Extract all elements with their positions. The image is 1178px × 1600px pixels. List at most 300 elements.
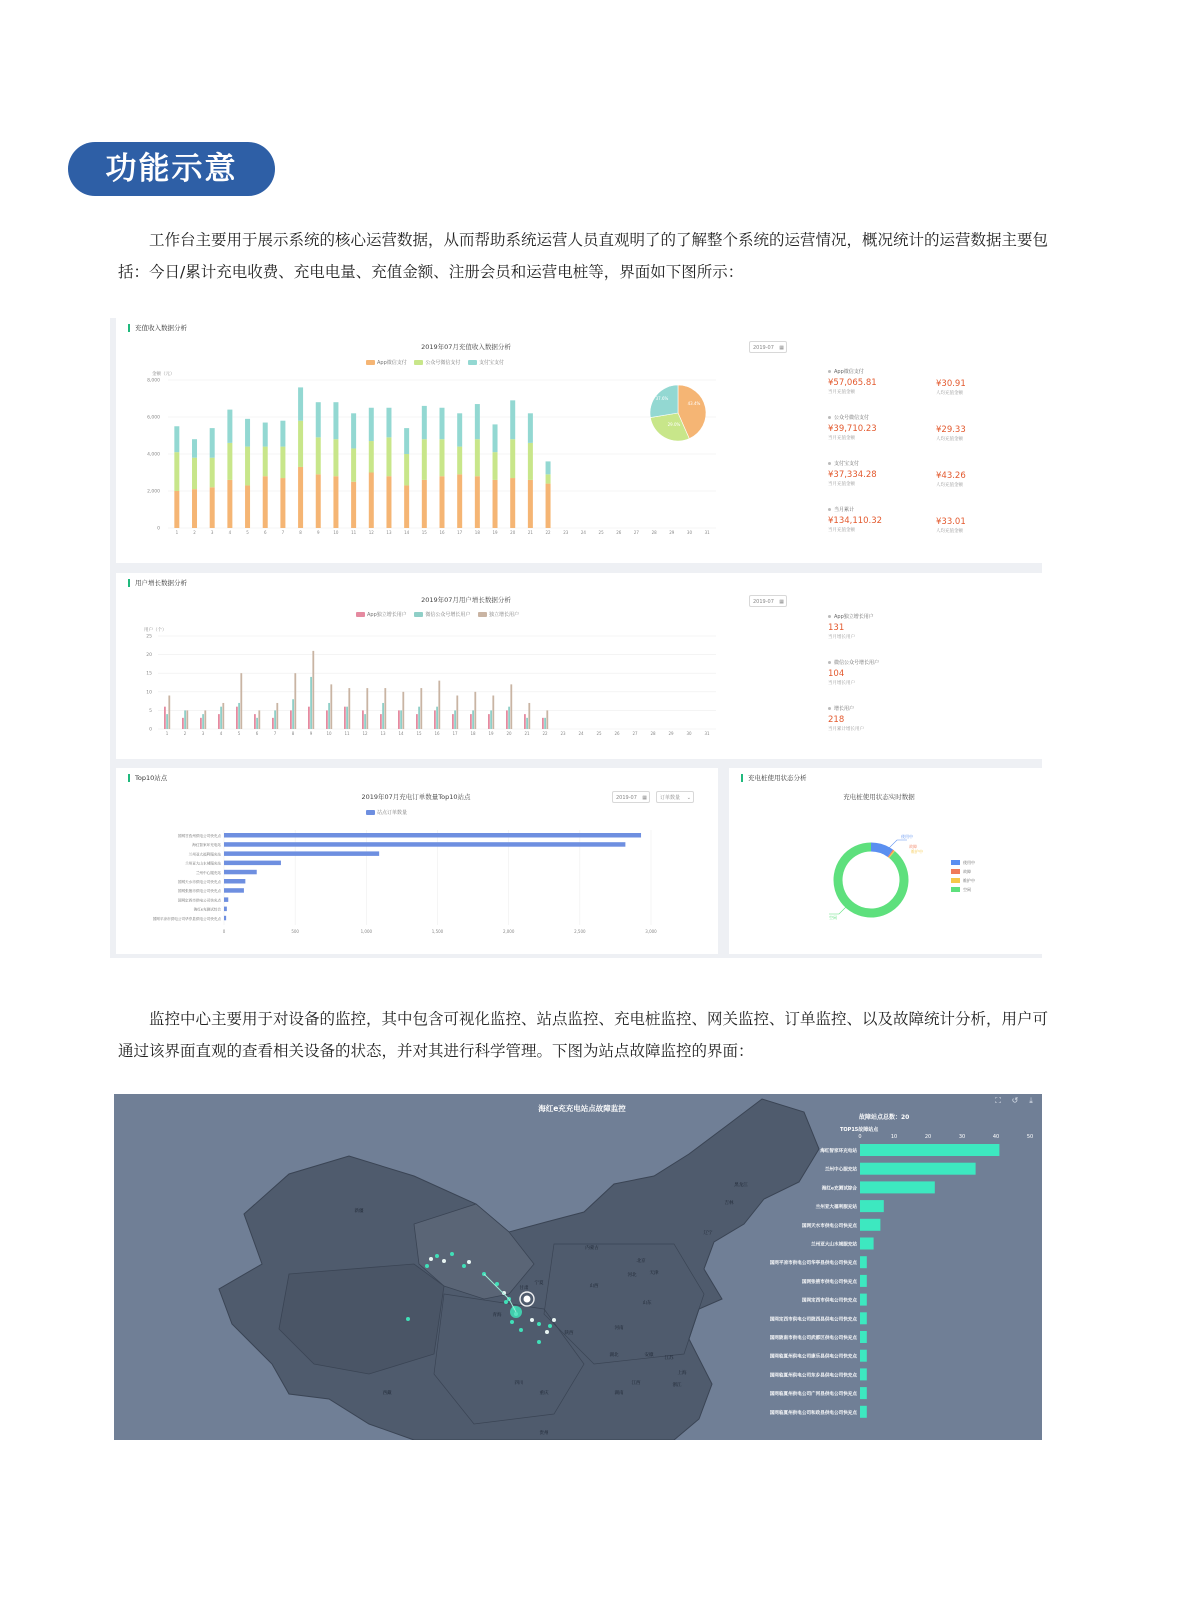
stat-sub: 当月充值金额 bbox=[828, 390, 855, 395]
recharge-bar-segment bbox=[298, 421, 303, 467]
map-bar-label: 国网平凉市供电公司华亭县供电公司快充点 bbox=[769, 1261, 857, 1267]
recharge-bar-segment bbox=[510, 478, 515, 528]
stat-avg-value: ¥43.26 bbox=[936, 471, 966, 481]
map-region-label: 四川 bbox=[514, 1381, 524, 1386]
legend-item-user-other[interactable]: 独立增长用户 bbox=[478, 611, 519, 618]
status-chart-title: 充电桩使用状态实时数据 bbox=[843, 793, 915, 801]
stat-value: 131 bbox=[828, 623, 845, 633]
users-bar bbox=[294, 673, 296, 729]
users-date-value: 2019-07 bbox=[753, 599, 774, 605]
recharge-bar-segment bbox=[546, 474, 551, 483]
users-x-tick: 10 bbox=[326, 731, 332, 736]
status-panel bbox=[729, 768, 1042, 954]
map-bar bbox=[860, 1144, 999, 1156]
users-bar bbox=[420, 688, 422, 729]
recharge-bar-segment bbox=[210, 428, 215, 458]
station-marker bbox=[462, 1264, 466, 1268]
top10-panel-title: Top10站点 bbox=[128, 774, 167, 782]
users-x-tick: 16 bbox=[434, 731, 440, 736]
status-legend-label: 维护中 bbox=[963, 878, 975, 883]
recharge-bar-segment bbox=[263, 476, 268, 528]
pie-label: 37.6% bbox=[655, 396, 669, 401]
users-bar bbox=[384, 688, 386, 729]
calendar-icon: ▦ bbox=[642, 795, 647, 801]
recharge-bar-segment bbox=[493, 480, 498, 528]
recharge-pie-slice bbox=[650, 385, 678, 418]
map-region-label: 河北 bbox=[627, 1273, 637, 1278]
top10-panel bbox=[116, 768, 718, 954]
users-bar bbox=[382, 703, 384, 729]
map-region-label: 宁夏 bbox=[534, 1281, 544, 1286]
users-bar bbox=[364, 714, 366, 729]
map-bar bbox=[860, 1219, 880, 1231]
recharge-x-tick: 29 bbox=[669, 530, 675, 535]
legend-item-alipay[interactable]: 支付宝支付 bbox=[468, 359, 504, 366]
recharge-bar-segment bbox=[351, 413, 356, 448]
users-panel-title: 用户增长数据分析 bbox=[128, 579, 187, 587]
stat-value: 218 bbox=[828, 715, 845, 725]
users-bar bbox=[238, 703, 240, 729]
top10-y-label: 兰州亚大福利服充站 bbox=[188, 852, 221, 857]
recharge-bar-segment bbox=[475, 476, 480, 528]
users-bar bbox=[312, 651, 314, 729]
status-donut-slice bbox=[891, 854, 892, 855]
top10-x-tick: 1,000 bbox=[360, 929, 373, 934]
top10-bar bbox=[224, 861, 281, 866]
top10-x-tick: 500 bbox=[291, 929, 299, 934]
users-x-tick: 8 bbox=[291, 731, 295, 736]
users-bar bbox=[488, 714, 490, 729]
recharge-y-unit: 金额（元） bbox=[152, 372, 175, 377]
users-bar bbox=[474, 692, 476, 729]
users-y-tick: 10 bbox=[146, 690, 152, 696]
users-bar bbox=[272, 718, 274, 729]
map-x-tick: 20 bbox=[924, 1134, 932, 1140]
recharge-date-picker[interactable] bbox=[749, 341, 787, 353]
users-bar bbox=[236, 707, 238, 729]
users-x-tick: 28 bbox=[650, 731, 656, 736]
recharge-bar-segment bbox=[510, 400, 515, 439]
map-bar bbox=[860, 1181, 935, 1193]
station-marker bbox=[467, 1260, 471, 1264]
recharge-x-tick: 3 bbox=[210, 530, 214, 535]
map-title: 海红e充充电站点故障监控 bbox=[538, 1104, 626, 1113]
users-bar bbox=[240, 673, 242, 729]
stat-avg-value: ¥29.33 bbox=[936, 425, 966, 435]
stat-label: 微信公众号增长用户 bbox=[834, 660, 880, 666]
top10-chart-title: 2019年07月充电订单数量Top10站点 bbox=[361, 793, 471, 801]
map-region-label: 辽宁 bbox=[703, 1231, 713, 1236]
users-x-tick: 3 bbox=[201, 731, 205, 736]
intro-paragraph: 工作台主要用于展示系统的核心运营数据，从而帮助系统运营人员直观明了的了解整个系统的运营情况，概况统计的运营数据主要包括：今日/累计充电收费、充电电量、充值金额、注册会员和运营电桩等，界面如下图所示： bbox=[118, 231, 1049, 281]
top10-x-tick: 1,500 bbox=[431, 929, 444, 934]
users-bar bbox=[456, 696, 458, 729]
recharge-panel-title: 充值收入数据分析 bbox=[128, 324, 187, 332]
users-bar bbox=[402, 692, 404, 729]
users-bar bbox=[292, 699, 294, 729]
stat-value: 104 bbox=[828, 669, 845, 679]
map-bar-label: 国网陇南市供电公司武都区供电公司快充点 bbox=[769, 1336, 857, 1341]
users-bar bbox=[398, 710, 400, 729]
recharge-x-tick: 25 bbox=[598, 530, 604, 535]
users-y-tick: 0 bbox=[149, 727, 152, 733]
dashboard-screenshot bbox=[110, 318, 1042, 958]
users-x-tick: 29 bbox=[668, 731, 674, 736]
fault-monitor-screenshot bbox=[114, 1094, 1042, 1440]
station-marker bbox=[548, 1324, 552, 1328]
users-bar bbox=[524, 714, 526, 729]
recharge-bar-segment bbox=[422, 439, 427, 480]
users-x-tick: 23 bbox=[560, 731, 566, 736]
recharge-stat-avg bbox=[936, 422, 966, 442]
users-bar bbox=[348, 688, 350, 729]
pie-label: 29.0% bbox=[667, 422, 681, 427]
station-marker bbox=[545, 1330, 549, 1334]
top10-y-label: 国网张掖市供电公司快充点 bbox=[177, 889, 221, 894]
station-marker bbox=[537, 1340, 541, 1344]
map-bar bbox=[860, 1294, 867, 1306]
map-region-label: 陕西 bbox=[564, 1331, 574, 1336]
users-y-tick: 5 bbox=[149, 708, 152, 714]
recharge-stat-avg bbox=[936, 376, 966, 396]
users-bar bbox=[326, 710, 328, 729]
users-bar bbox=[434, 710, 436, 729]
recharge-bar-segment bbox=[333, 476, 338, 528]
recharge-x-tick: 2 bbox=[193, 530, 196, 535]
users-bar bbox=[438, 681, 440, 729]
recharge-bar-segment bbox=[298, 387, 303, 420]
users-x-tick: 7 bbox=[273, 731, 277, 736]
status-legend-label: 使用中 bbox=[963, 860, 975, 865]
top10-y-label: 国网天水市供电公司快充点 bbox=[177, 880, 221, 884]
station-marker bbox=[537, 1322, 541, 1326]
map-bar bbox=[860, 1368, 867, 1380]
station-marker bbox=[530, 1318, 534, 1322]
status-legend-label: 故障 bbox=[963, 869, 971, 874]
recharge-y-tick: 2,000 bbox=[147, 489, 160, 495]
stat-value: ¥37,334.28 bbox=[828, 470, 877, 480]
stat-avg-value: ¥33.01 bbox=[936, 517, 966, 527]
recharge-x-tick: 12 bbox=[368, 530, 374, 535]
recharge-bar-segment bbox=[245, 447, 250, 486]
map-bar bbox=[860, 1406, 867, 1418]
legend-item-app[interactable]: App微信支付 bbox=[366, 359, 407, 366]
recharge-x-tick: 16 bbox=[439, 530, 445, 535]
legend-item-orders[interactable]: 站点订单数量 bbox=[366, 809, 407, 816]
recharge-bar-segment bbox=[457, 447, 462, 475]
map-region-label: 浙江 bbox=[672, 1383, 682, 1388]
stat-avg-value: ¥30.91 bbox=[936, 379, 966, 389]
users-bar bbox=[542, 718, 544, 729]
top10-y-label: 国网定西市供电公司快充点 bbox=[177, 898, 221, 903]
status-legend-swatch bbox=[951, 869, 960, 874]
recharge-stat-avg bbox=[936, 468, 966, 488]
recharge-bar-segment bbox=[546, 484, 551, 528]
status-label-fault: 故障 bbox=[909, 844, 917, 849]
recharge-bar-segment bbox=[263, 423, 268, 447]
recharge-x-tick: 5 bbox=[246, 530, 249, 535]
map-region-label: 江苏 bbox=[664, 1356, 674, 1361]
users-x-tick: 24 bbox=[578, 731, 584, 736]
recharge-bar-segment bbox=[510, 439, 515, 478]
bullet-icon bbox=[828, 416, 831, 419]
recharge-date-value: 2019-07 bbox=[753, 345, 774, 351]
users-bar bbox=[546, 710, 548, 729]
users-chart-title: 2019年07月用户增长数据分析 bbox=[421, 596, 511, 604]
users-x-tick: 4 bbox=[219, 731, 223, 736]
map-x-tick: 40 bbox=[992, 1134, 1000, 1140]
recharge-bar-segment bbox=[351, 482, 356, 528]
users-bar bbox=[528, 703, 530, 729]
map-region-label: 山西 bbox=[589, 1284, 599, 1289]
status-label-line bbox=[889, 840, 907, 848]
users-bar bbox=[346, 707, 348, 729]
recharge-x-tick: 18 bbox=[474, 530, 480, 535]
recharge-bar-segment bbox=[174, 452, 179, 491]
users-bar bbox=[506, 710, 508, 729]
recharge-x-tick: 28 bbox=[651, 530, 657, 535]
stat-sub: 当月累计增长用户 bbox=[828, 727, 864, 732]
users-bar bbox=[308, 707, 310, 729]
stat-sub: 当月充值金额 bbox=[828, 528, 855, 533]
users-y-unit: 用户（个） bbox=[144, 628, 167, 633]
users-bar-chart bbox=[116, 573, 736, 753]
refresh-icon: ↺ bbox=[1011, 1096, 1019, 1105]
users-bar bbox=[508, 707, 510, 729]
map-bar-label: 兰州中心服充站 bbox=[824, 1167, 857, 1173]
map-region-label: 天津 bbox=[649, 1271, 659, 1276]
recharge-x-tick: 22 bbox=[545, 530, 551, 535]
users-x-tick: 13 bbox=[380, 731, 386, 736]
stat-label: 当月累计 bbox=[834, 507, 855, 513]
legend-item-wechat[interactable]: 公众号微信支付 bbox=[414, 359, 460, 366]
recharge-bar-segment bbox=[210, 458, 215, 488]
recharge-bar-segment bbox=[174, 426, 179, 452]
recharge-bar-segment bbox=[316, 402, 321, 437]
users-bar bbox=[452, 714, 454, 729]
stat-avg-sub: 人均充值金额 bbox=[936, 391, 963, 396]
recharge-bar-segment bbox=[333, 439, 338, 476]
top10-bar bbox=[224, 833, 641, 838]
calendar-icon: ▦ bbox=[779, 345, 784, 351]
recharge-y-tick: 6,000 bbox=[147, 415, 160, 421]
recharge-x-tick: 13 bbox=[386, 530, 392, 535]
users-x-tick: 21 bbox=[524, 731, 530, 736]
recharge-x-tick: 10 bbox=[333, 530, 339, 535]
users-x-tick: 18 bbox=[470, 731, 476, 736]
top10-select-value: 订单数量 bbox=[660, 795, 681, 801]
status-donut-chart bbox=[729, 768, 1042, 952]
users-bar bbox=[310, 677, 312, 729]
recharge-stat bbox=[828, 414, 877, 441]
users-bar bbox=[328, 703, 330, 729]
station-marker bbox=[504, 1300, 508, 1304]
users-bar bbox=[200, 718, 202, 729]
users-x-tick: 25 bbox=[596, 731, 602, 736]
users-bar bbox=[526, 718, 528, 729]
users-bar bbox=[418, 707, 420, 729]
users-bar bbox=[492, 696, 494, 729]
recharge-bar-segment bbox=[333, 402, 338, 439]
users-x-tick: 26 bbox=[614, 731, 620, 736]
recharge-bar-segment bbox=[245, 419, 250, 447]
bullet-icon bbox=[828, 370, 831, 373]
top10-bar bbox=[224, 888, 244, 893]
recharge-stat-avg bbox=[936, 514, 966, 534]
recharge-x-tick: 1 bbox=[175, 530, 179, 535]
users-bar bbox=[544, 718, 546, 729]
map-bar bbox=[860, 1312, 867, 1324]
stat-label: 支付宝支付 bbox=[834, 461, 860, 467]
map-bar-label: 国网临夏州供电公司广河县供电公司快充点 bbox=[769, 1392, 857, 1398]
top10-y-label: 国网平凉市供电公司华亭县供电公司快充点 bbox=[152, 916, 221, 921]
users-bar bbox=[254, 714, 256, 729]
station-marker bbox=[552, 1318, 556, 1322]
users-bar bbox=[222, 703, 224, 729]
map-region-label: 上海 bbox=[677, 1371, 687, 1376]
monitor-paragraph: 监控中心主要用于对设备的监控，其中包含可视化监控、站点监控、充电桩监控、网关监控、订单监控、以及故障统计分析，用户可通过该界面直观的查看相关设备的状态，并对其进行科学管理。下图为站点故障监控的界面： bbox=[118, 1010, 1049, 1060]
recharge-bar-segment bbox=[475, 404, 480, 439]
recharge-bar-segment bbox=[227, 480, 232, 528]
users-x-tick: 9 bbox=[309, 731, 313, 736]
recharge-bar-segment bbox=[386, 408, 391, 438]
recharge-bar-segment bbox=[351, 448, 356, 481]
stat-label: 公众号微信支付 bbox=[834, 415, 870, 421]
users-bar bbox=[186, 710, 188, 729]
recharge-x-tick: 15 bbox=[421, 530, 427, 535]
users-x-tick: 15 bbox=[416, 731, 422, 736]
users-x-tick: 20 bbox=[506, 731, 512, 736]
stat-sub: 当月增长用户 bbox=[828, 635, 855, 640]
recharge-x-tick: 9 bbox=[316, 530, 320, 535]
recharge-bar-segment bbox=[404, 428, 409, 454]
map-bar bbox=[860, 1200, 884, 1212]
recharge-bar-segment bbox=[528, 413, 533, 443]
map-x-tick: 50 bbox=[1026, 1134, 1034, 1140]
status-legend-swatch bbox=[951, 878, 960, 883]
fault-map bbox=[114, 1094, 1042, 1440]
top10-bar bbox=[224, 879, 245, 884]
top10-bar-chart bbox=[116, 768, 716, 952]
recharge-bar-segment bbox=[192, 439, 197, 458]
users-bar bbox=[166, 714, 168, 729]
status-label-idle: 空闲 bbox=[829, 915, 837, 920]
chevron-down-icon: ⌄ bbox=[686, 795, 691, 801]
status-panel-title: 充电桩使用状态分析 bbox=[741, 774, 807, 782]
recharge-bar-segment bbox=[192, 489, 197, 528]
legend-item-user-app[interactable]: App独立增长用户 bbox=[356, 611, 407, 618]
status-donut-slice bbox=[838, 847, 904, 913]
status-legend-label: 空闲 bbox=[963, 887, 971, 892]
users-bar bbox=[330, 684, 332, 729]
map-bar bbox=[860, 1238, 874, 1250]
stat-sub: 当月充值金额 bbox=[828, 482, 855, 487]
recharge-bar-segment bbox=[298, 467, 303, 528]
users-bar bbox=[490, 710, 492, 729]
users-stat bbox=[828, 613, 874, 640]
recharge-bar-segment bbox=[386, 437, 391, 476]
legend-item-user-wx[interactable]: 微信公众号增长用户 bbox=[414, 611, 470, 618]
users-x-tick: 14 bbox=[398, 731, 404, 736]
recharge-bar-segment bbox=[227, 410, 232, 443]
recharge-x-tick: 21 bbox=[527, 530, 533, 535]
recharge-bar-segment bbox=[422, 406, 427, 439]
users-bar bbox=[470, 714, 472, 729]
top10-x-tick: 3,000 bbox=[645, 929, 657, 934]
stat-label: App微信支付 bbox=[834, 369, 864, 375]
map-bar-label: 国网定西市供电公司快充点 bbox=[801, 1298, 857, 1304]
recharge-bar-segment bbox=[280, 421, 285, 447]
users-bar bbox=[366, 688, 368, 729]
users-x-tick: 17 bbox=[452, 731, 458, 736]
map-region-label: 北京 bbox=[636, 1259, 646, 1264]
top10-bar bbox=[224, 897, 228, 902]
recharge-bar-segment bbox=[280, 478, 285, 528]
recharge-x-tick: 14 bbox=[404, 530, 410, 535]
calendar-icon: ▦ bbox=[779, 599, 784, 605]
recharge-pie-chart bbox=[636, 378, 716, 448]
recharge-bar-segment bbox=[457, 474, 462, 528]
map-bar-label: 国网临夏州供电公司康乐县供电公司快充点 bbox=[769, 1354, 857, 1360]
recharge-bar-segment bbox=[210, 487, 215, 528]
recharge-y-tick: 4,000 bbox=[147, 452, 160, 458]
station-marker bbox=[524, 1296, 531, 1303]
users-bar bbox=[218, 714, 220, 729]
recharge-x-tick: 17 bbox=[457, 530, 463, 535]
recharge-x-tick: 20 bbox=[510, 530, 516, 535]
pie-label: 43.4% bbox=[687, 401, 701, 406]
map-bar bbox=[860, 1275, 867, 1287]
recharge-bar-segment bbox=[546, 461, 551, 474]
users-date-picker[interactable] bbox=[749, 595, 787, 607]
top10-date-value: 2019-07 bbox=[616, 795, 637, 801]
map-bar-label: 国网临夏州供电公司东乡县供电公司快充点 bbox=[769, 1373, 857, 1379]
station-marker bbox=[425, 1264, 429, 1268]
recharge-stat bbox=[828, 506, 882, 533]
map-x-tick: 30 bbox=[958, 1134, 966, 1140]
recharge-bar-segment bbox=[316, 437, 321, 474]
bullet-icon bbox=[828, 707, 831, 710]
recharge-bar-segment bbox=[316, 474, 321, 528]
users-stat bbox=[828, 659, 879, 686]
map-bar bbox=[860, 1350, 867, 1362]
map-region-label: 内蒙古 bbox=[585, 1246, 599, 1251]
map-x-tick: 10 bbox=[890, 1134, 898, 1140]
recharge-bar-segment bbox=[192, 458, 197, 489]
users-panel bbox=[116, 573, 1042, 759]
status-label-maint: 维护中 bbox=[911, 849, 923, 854]
users-y-tick: 25 bbox=[146, 634, 152, 640]
recharge-bar-segment bbox=[440, 408, 445, 439]
recharge-x-tick: 26 bbox=[616, 530, 622, 535]
recharge-bar-segment bbox=[227, 443, 232, 480]
recharge-bar-segment bbox=[369, 473, 374, 529]
status-legend-swatch bbox=[951, 860, 960, 865]
recharge-panel bbox=[116, 318, 1042, 563]
users-x-tick: 1 bbox=[165, 731, 169, 736]
stat-avg-sub: 人均充值金额 bbox=[936, 529, 963, 534]
users-bar bbox=[204, 710, 206, 729]
recharge-bar-segment bbox=[245, 485, 250, 528]
download-icon: ⤓ bbox=[1029, 1096, 1033, 1105]
top10-y-label: 兰州中心服充站 bbox=[195, 870, 221, 875]
users-bar bbox=[400, 710, 402, 729]
users-bar bbox=[164, 707, 166, 729]
recharge-bar-segment bbox=[528, 443, 533, 480]
users-x-tick: 30 bbox=[686, 731, 692, 736]
users-x-tick: 27 bbox=[632, 731, 638, 736]
users-bar bbox=[416, 714, 418, 729]
